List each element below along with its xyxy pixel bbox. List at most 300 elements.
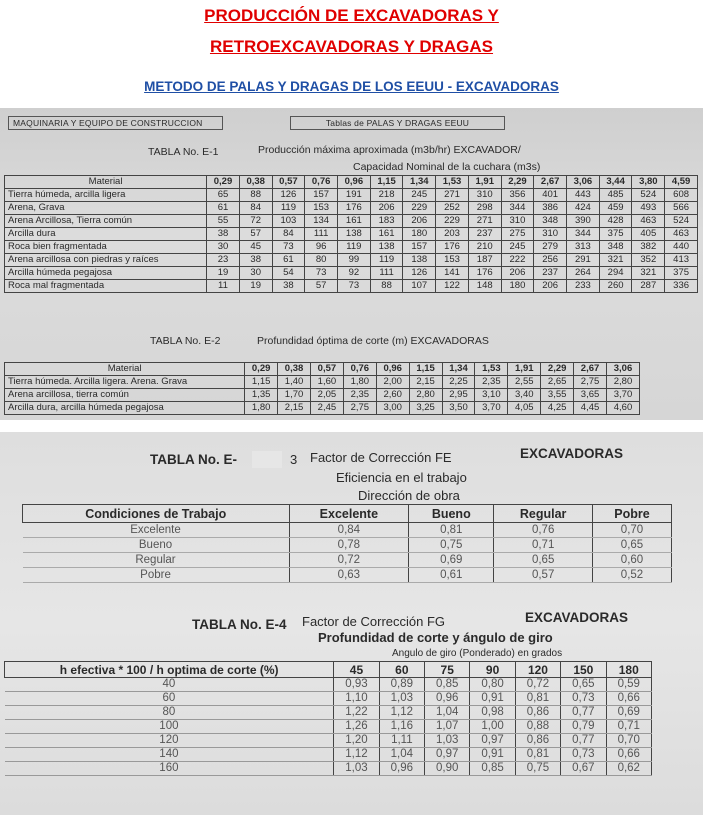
table-e4-header-cell: 150 <box>561 662 606 678</box>
table-e1-cell: 61 <box>272 254 305 267</box>
table-e1-cell: 126 <box>272 189 305 202</box>
table-e2-cell: 2,15 <box>409 376 442 389</box>
table-e1-row-label: Arena, Grava <box>5 202 207 215</box>
table-e3-row <box>23 538 672 553</box>
table-e1-cell: 61 <box>207 202 240 215</box>
table-e1-header-cell: 2,67 <box>534 176 567 189</box>
table-e4-cell: 1,12 <box>379 706 424 720</box>
title-line-2: RETROEXCAVADORAS Y DRAGAS <box>209 37 494 56</box>
table-e1-header-cell: Material <box>5 176 207 189</box>
table-e4-equip: EXCAVADORAS <box>525 610 629 625</box>
table-e1-cell: 352 <box>632 254 665 267</box>
table-e1-cell: 405 <box>632 228 665 241</box>
table-e1-cell: 206 <box>534 280 567 293</box>
table-e4-cell: 0,98 <box>470 706 515 720</box>
table-e2-header-cell: 2,29 <box>541 363 574 376</box>
table-e2-cell: 1,15 <box>245 376 278 389</box>
table-e2-cell: 4,05 <box>508 402 541 415</box>
table-e4-cell: 1,03 <box>379 692 424 706</box>
table-e4-cell: 1,22 <box>334 706 379 720</box>
table-e2-header-cell: 1,53 <box>475 363 508 376</box>
table-e4-cell: 0,86 <box>515 734 560 748</box>
table-e4-row <box>5 706 652 720</box>
table-e1-header-cell: 4,59 <box>665 176 698 189</box>
table-e2-header-cell: 0,38 <box>278 363 311 376</box>
table-e1-cell: 141 <box>436 267 469 280</box>
table-e1-cell: 344 <box>501 202 534 215</box>
table-e2-cell: 2,35 <box>343 389 376 402</box>
table-e4-cell: 1,03 <box>334 762 379 776</box>
table-e1-cell: 203 <box>436 228 469 241</box>
table-e1-cell: 463 <box>632 215 665 228</box>
table-e3-cell: 0,63 <box>289 568 409 583</box>
table-e4-cell: 0,91 <box>470 748 515 762</box>
table-e4-header-cell: h efectiva * 100 / h optima de corte (%) <box>5 662 334 678</box>
table-e3-cell: 0,65 <box>593 538 672 553</box>
table-e4-header-cell: 180 <box>606 662 651 678</box>
table-e1-header-cell: 0,57 <box>272 176 305 189</box>
table-e1-cell: 92 <box>338 267 371 280</box>
table-e4-cell: 1,07 <box>425 720 470 734</box>
table-e1-cell: 206 <box>403 215 436 228</box>
table-e1-cell: 80 <box>305 254 338 267</box>
table-e2-header-cell: 1,34 <box>442 363 475 376</box>
table-e1-cell: 84 <box>272 228 305 241</box>
table-e4-row-label: 100 <box>5 720 334 734</box>
scan-tables-e3-e4 <box>0 432 703 815</box>
table-e2-cell: 3,50 <box>442 402 475 415</box>
table-e3-row-label: Regular <box>23 553 290 568</box>
table-e4-row-label: 140 <box>5 748 334 762</box>
table-e1-header-cell: 3,80 <box>632 176 665 189</box>
table-e1-row-label: Arcilla húmeda pegajosa <box>5 267 207 280</box>
table-e3-line2: Eficiencia en el trabajo <box>336 470 467 485</box>
table-e1-cell: 294 <box>599 267 632 280</box>
table-e1-row-label: Tierra húmeda, arcilla ligera <box>5 189 207 202</box>
table-e1-header-row <box>5 176 698 189</box>
subtitle: METODO DE PALAS Y DRAGAS DE LOS EEUU - EXCAVADORAS <box>144 79 559 94</box>
table-e1-cell: 45 <box>239 241 272 254</box>
table-e4-cell: 1,20 <box>334 734 379 748</box>
table-e2-row <box>5 402 640 415</box>
table-e3-header-cell: Bueno <box>409 505 494 523</box>
table-e1-cell: 11 <box>207 280 240 293</box>
table-e1-cell: 96 <box>305 241 338 254</box>
table-e1-row <box>5 202 698 215</box>
table-e1-cell: 157 <box>305 189 338 202</box>
table-e2-header-cell: 3,06 <box>607 363 640 376</box>
table-e4-cell: 0,96 <box>379 762 424 776</box>
table-e4-row-label: 60 <box>5 692 334 706</box>
table-e2-cell: 3,10 <box>475 389 508 402</box>
table-e4-row-label: 120 <box>5 734 334 748</box>
table-e2-header-cell: 2,67 <box>574 363 607 376</box>
table-e2-cell: 1,35 <box>245 389 278 402</box>
table-e1-cell: 375 <box>665 267 698 280</box>
table-e1-cell: 206 <box>501 267 534 280</box>
table-e3-row-label: Bueno <box>23 538 290 553</box>
table-e1-cell: 134 <box>305 215 338 228</box>
table-e2-row <box>5 389 640 402</box>
table-e1-cell: 566 <box>665 202 698 215</box>
table-e4-header-row <box>5 662 652 678</box>
table-e4-row <box>5 720 652 734</box>
table-e1-cell: 38 <box>239 254 272 267</box>
table-e4-cell: 0,79 <box>561 720 606 734</box>
table-e1-cell: 245 <box>403 189 436 202</box>
table-e2-cell: 2,45 <box>310 402 343 415</box>
table-e1-cell: 310 <box>468 189 501 202</box>
table-e1-cell: 161 <box>370 228 403 241</box>
table-e1-cell: 73 <box>338 280 371 293</box>
table-e1-cell: 336 <box>665 280 698 293</box>
table-e4-cell: 0,67 <box>561 762 606 776</box>
table-e3-cell: 0,81 <box>409 523 494 538</box>
table-e4-cell: 1,04 <box>425 706 470 720</box>
header-box-right: Tablas de PALAS Y DRAGAS EEUU <box>290 116 505 130</box>
table-e1-row-label: Roca mal fragmentada <box>5 280 207 293</box>
table-e3-cell: 0,70 <box>593 523 672 538</box>
table-e3-header-cell: Pobre <box>593 505 672 523</box>
table-e2-cell: 3,40 <box>508 389 541 402</box>
table-e4-cell: 0,91 <box>470 692 515 706</box>
table-e4-header-cell: 60 <box>379 662 424 678</box>
table-e1-cell: 608 <box>665 189 698 202</box>
table-e1-cell: 99 <box>338 254 371 267</box>
table-e1-cell: 30 <box>207 241 240 254</box>
table-e1-row <box>5 267 698 280</box>
table-e1-cell: 256 <box>534 254 567 267</box>
table-e2-cell: 3,70 <box>607 389 640 402</box>
table-e1-label: TABLA No. E-1 <box>148 146 219 158</box>
table-e1-header-cell: 0,76 <box>305 176 338 189</box>
table-e1-cell: 191 <box>338 189 371 202</box>
table-e4-row <box>5 762 652 776</box>
table-e1-cell: 493 <box>632 202 665 215</box>
table-e1-cell: 459 <box>599 202 632 215</box>
table-e3-cell: 0,71 <box>494 538 593 553</box>
table-e1-cell: 291 <box>567 254 600 267</box>
table-e2-header-cell: Material <box>5 363 245 376</box>
table-e2-cell: 4,60 <box>607 402 640 415</box>
table-e4-cell: 0,97 <box>425 748 470 762</box>
table-e1-cell: 206 <box>370 202 403 215</box>
table-e2-cell: 2,80 <box>409 389 442 402</box>
table-e1-cell: 73 <box>305 267 338 280</box>
table-e4-line2: Profundidad de corte y ángulo de giro <box>318 630 553 645</box>
table-e1 <box>4 175 698 293</box>
table-e1-cell: 65 <box>207 189 240 202</box>
table-e4-cell: 0,66 <box>606 692 651 706</box>
table-e1-cell: 382 <box>632 241 665 254</box>
table-e3-header-row <box>23 505 672 523</box>
table-e4-cell: 0,73 <box>561 748 606 762</box>
table-e3-cell: 0,72 <box>289 553 409 568</box>
table-e3-header-cell: Condiciones de Trabajo <box>23 505 290 523</box>
table-e3-cell: 0,69 <box>409 553 494 568</box>
table-e2-cell: 2,75 <box>343 402 376 415</box>
table-e1-cell: 111 <box>305 228 338 241</box>
table-e4-cell: 0,85 <box>470 762 515 776</box>
table-e2-header-cell: 0,76 <box>343 363 376 376</box>
table-e4-cell: 0,70 <box>606 734 651 748</box>
table-e3-header-cell: Excelente <box>289 505 409 523</box>
table-e1-header-cell: 0,38 <box>239 176 272 189</box>
table-e1-cell: 222 <box>501 254 534 267</box>
table-e4-cell: 1,00 <box>470 720 515 734</box>
table-e4-cell: 1,11 <box>379 734 424 748</box>
table-e4-cell: 1,16 <box>379 720 424 734</box>
table-e1-cell: 310 <box>501 215 534 228</box>
table-e1-cell: 229 <box>403 202 436 215</box>
table-e4-line3: Angulo de giro (Ponderado) en grados <box>392 648 563 659</box>
table-e1-cell: 463 <box>665 228 698 241</box>
table-e2-cell: 2,05 <box>310 389 343 402</box>
table-e2-cell: 3,65 <box>574 389 607 402</box>
table-e1-cell: 260 <box>599 280 632 293</box>
table-e1-cell: 321 <box>632 267 665 280</box>
table-e4-cell: 0,66 <box>606 748 651 762</box>
table-e1-cell: 279 <box>534 241 567 254</box>
table-e2-cell: 2,00 <box>376 376 409 389</box>
table-e1-cell: 443 <box>567 189 600 202</box>
table-e3-row-label: Pobre <box>23 568 290 583</box>
table-e1-cell: 485 <box>599 189 632 202</box>
table-e1-cell: 138 <box>338 228 371 241</box>
table-e2-cell: 3,25 <box>409 402 442 415</box>
table-e4-cell: 1,10 <box>334 692 379 706</box>
table-e4-cell: 0,90 <box>425 762 470 776</box>
table-e3-cell: 0,60 <box>593 553 672 568</box>
table-e1-cell: 180 <box>501 280 534 293</box>
table-e2-cell: 1,80 <box>343 376 376 389</box>
table-e1-row-label: Arena arcillosa con piedras y raíces <box>5 254 207 267</box>
table-e1-cell: 30 <box>239 267 272 280</box>
table-e2-header-cell: 1,91 <box>508 363 541 376</box>
table-e1-header-cell: 1,34 <box>403 176 436 189</box>
table-e1-cell: 88 <box>239 189 272 202</box>
table-e1-cell: 55 <box>207 215 240 228</box>
table-e4-cell: 0,72 <box>515 678 560 692</box>
table-e1-header-cell: 2,29 <box>501 176 534 189</box>
table-e1-cell: 245 <box>501 241 534 254</box>
table-e1-cell: 57 <box>305 280 338 293</box>
table-e1-cell: 386 <box>534 202 567 215</box>
table-e2-row-label: Arena arcillosa, tierra común <box>5 389 245 402</box>
table-e3-row-label: Excelente <box>23 523 290 538</box>
table-e4-factor: Factor de Corrección FG <box>302 614 446 629</box>
table-e2-cell: 1,80 <box>245 402 278 415</box>
table-e1-row-label: Arena Arcillosa, Tierra común <box>5 215 207 228</box>
table-e3-row <box>23 568 672 583</box>
table-e1-cell: 271 <box>436 189 469 202</box>
table-e4-header-cell: 75 <box>425 662 470 678</box>
table-e1-cell: 153 <box>305 202 338 215</box>
table-e2-cell: 2,55 <box>508 376 541 389</box>
table-e2 <box>4 362 640 415</box>
table-e1-cell: 19 <box>207 267 240 280</box>
table-e2-cell: 2,65 <box>541 376 574 389</box>
table-e1-cell: 72 <box>239 215 272 228</box>
table-e4-row-label: 80 <box>5 706 334 720</box>
table-e2-cell: 2,75 <box>574 376 607 389</box>
table-e1-cell: 176 <box>436 241 469 254</box>
table-e1-row <box>5 280 698 293</box>
table-e2-cell: 3,00 <box>376 402 409 415</box>
table-e1-cell: 210 <box>468 241 501 254</box>
table-e4-row <box>5 748 652 762</box>
table-e4-cell: 0,97 <box>470 734 515 748</box>
table-e1-cell: 54 <box>272 267 305 280</box>
table-e4-cell: 0,71 <box>606 720 651 734</box>
table-e1-cell: 180 <box>403 228 436 241</box>
table-e1-cell: 233 <box>567 280 600 293</box>
redaction <box>252 451 282 468</box>
table-e3-label: TABLA No. E- <box>150 452 237 467</box>
table-e4-cell: 0,85 <box>425 678 470 692</box>
table-e2-header-cell: 1,15 <box>409 363 442 376</box>
table-e2-cell: 3,70 <box>475 402 508 415</box>
table-e1-cell: 440 <box>665 241 698 254</box>
title-line-1: PRODUCCIÓN DE EXCAVADORAS Y <box>204 6 499 25</box>
table-e3-row <box>23 553 672 568</box>
table-e1-row-label: Roca bien fragmentada <box>5 241 207 254</box>
table-e1-cell: 187 <box>468 254 501 267</box>
table-e3-equip: EXCAVADORAS <box>520 446 624 461</box>
table-e1-cell: 401 <box>534 189 567 202</box>
table-e1-cell: 321 <box>599 254 632 267</box>
table-e1-cell: 38 <box>272 280 305 293</box>
table-e1-cell: 19 <box>239 280 272 293</box>
table-e3-cell: 0,57 <box>494 568 593 583</box>
table-e4-cell: 0,65 <box>561 678 606 692</box>
table-e1-header-cell: 1,53 <box>436 176 469 189</box>
header-box-left: MAQUINARIA Y EQUIPO DE CONSTRUCCION <box>8 116 223 130</box>
table-e4-row-label: 40 <box>5 678 334 692</box>
table-e1-cell: 313 <box>567 241 600 254</box>
table-e4-cell: 0,96 <box>425 692 470 706</box>
table-e1-cell: 237 <box>468 228 501 241</box>
table-e4-cell: 0,81 <box>515 692 560 706</box>
table-e4-header-cell: 90 <box>470 662 515 678</box>
table-e1-header-cell: 0,96 <box>338 176 371 189</box>
table-e3-cell: 0,78 <box>289 538 409 553</box>
table-e2-cell: 2,25 <box>442 376 475 389</box>
table-e4-row <box>5 734 652 748</box>
table-e1-cell: 390 <box>567 215 600 228</box>
table-e1-cell: 84 <box>239 202 272 215</box>
table-e1-cell: 161 <box>338 215 371 228</box>
table-e1-cell: 107 <box>403 280 436 293</box>
table-e2-cell: 2,35 <box>475 376 508 389</box>
table-e1-cell: 111 <box>370 267 403 280</box>
table-e4 <box>4 661 652 776</box>
table-e4-row-label: 160 <box>5 762 334 776</box>
table-e4-cell: 0,81 <box>515 748 560 762</box>
table-e1-header-cell: 3,06 <box>567 176 600 189</box>
table-e1-cell: 183 <box>370 215 403 228</box>
table-e2-row-label: Arcilla dura, arcilla húmeda pegajosa <box>5 402 245 415</box>
table-e2-header-cell: 0,57 <box>310 363 343 376</box>
table-e1-cell: 252 <box>436 202 469 215</box>
table-e1-cell: 287 <box>632 280 665 293</box>
table-e1-cell: 138 <box>370 241 403 254</box>
table-e2-header-cell: 0,96 <box>376 363 409 376</box>
table-e1-row <box>5 228 698 241</box>
table-e2-cell: 2,95 <box>442 389 475 402</box>
table-e2-row <box>5 376 640 389</box>
table-e2-header-cell: 0,29 <box>245 363 278 376</box>
table-e4-cell: 0,89 <box>379 678 424 692</box>
table-e4-header-cell: 120 <box>515 662 560 678</box>
table-e4-cell: 0,59 <box>606 678 651 692</box>
table-e1-cell: 57 <box>239 228 272 241</box>
table-e4-cell: 1,26 <box>334 720 379 734</box>
table-e4-cell: 0,80 <box>470 678 515 692</box>
table-e1-cell: 218 <box>370 189 403 202</box>
table-e1-row <box>5 189 698 202</box>
table-e2-row-label: Tierra húmeda. Arcilla ligera. Arena. Grava <box>5 376 245 389</box>
table-e1-cell: 103 <box>272 215 305 228</box>
table-e2-cell: 2,15 <box>278 402 311 415</box>
table-e1-cell: 344 <box>567 228 600 241</box>
table-e1-cell: 428 <box>599 215 632 228</box>
table-e2-cell: 1,40 <box>278 376 311 389</box>
table-e3-header-cell: Regular <box>494 505 593 523</box>
table-e4-cell: 0,88 <box>515 720 560 734</box>
table-e1-row-label: Arcilla dura <box>5 228 207 241</box>
table-e4-cell: 0,69 <box>606 706 651 720</box>
table-e3-cell: 0,61 <box>409 568 494 583</box>
table-e2-header-row <box>5 363 640 376</box>
table-e4-cell: 1,04 <box>379 748 424 762</box>
table-e4-cell: 0,77 <box>561 734 606 748</box>
table-e4-row <box>5 678 652 692</box>
table-e4-cell: 0,75 <box>515 762 560 776</box>
table-e4-cell: 0,62 <box>606 762 651 776</box>
table-e1-cell: 88 <box>370 280 403 293</box>
table-e2-cell: 2,60 <box>376 389 409 402</box>
table-e1-row <box>5 241 698 254</box>
table-e1-cell: 176 <box>468 267 501 280</box>
table-e1-row <box>5 215 698 228</box>
table-e1-cell: 424 <box>567 202 600 215</box>
table-e1-cell: 38 <box>207 228 240 241</box>
table-e1-row <box>5 254 698 267</box>
table-e3-cell: 0,75 <box>409 538 494 553</box>
table-e4-header-cell: 45 <box>334 662 379 678</box>
table-e1-cell: 126 <box>403 267 436 280</box>
table-e3-row <box>23 523 672 538</box>
table-e4-label: TABLA No. E-4 <box>192 617 287 632</box>
table-e1-cell: 119 <box>272 202 305 215</box>
table-e1-cell: 348 <box>599 241 632 254</box>
scan-tables-e1-e2 <box>0 108 703 420</box>
table-e1-cell: 310 <box>534 228 567 241</box>
table-e4-cell: 0,73 <box>561 692 606 706</box>
table-e1-cell: 524 <box>632 189 665 202</box>
table-e2-cell: 2,80 <box>607 376 640 389</box>
table-e4-cell: 1,03 <box>425 734 470 748</box>
table-e2-cell: 1,70 <box>278 389 311 402</box>
table-e2-caption: Profundidad óptima de corte (m) EXCAVADORAS <box>257 335 489 347</box>
table-e1-cell: 148 <box>468 280 501 293</box>
table-e1-cell: 413 <box>665 254 698 267</box>
table-e1-cell: 271 <box>468 215 501 228</box>
table-e1-cell: 119 <box>338 241 371 254</box>
table-e1-capacity: Capacidad Nominal de la cuchara (m3s) <box>353 161 541 173</box>
table-e3-cell: 0,84 <box>289 523 409 538</box>
